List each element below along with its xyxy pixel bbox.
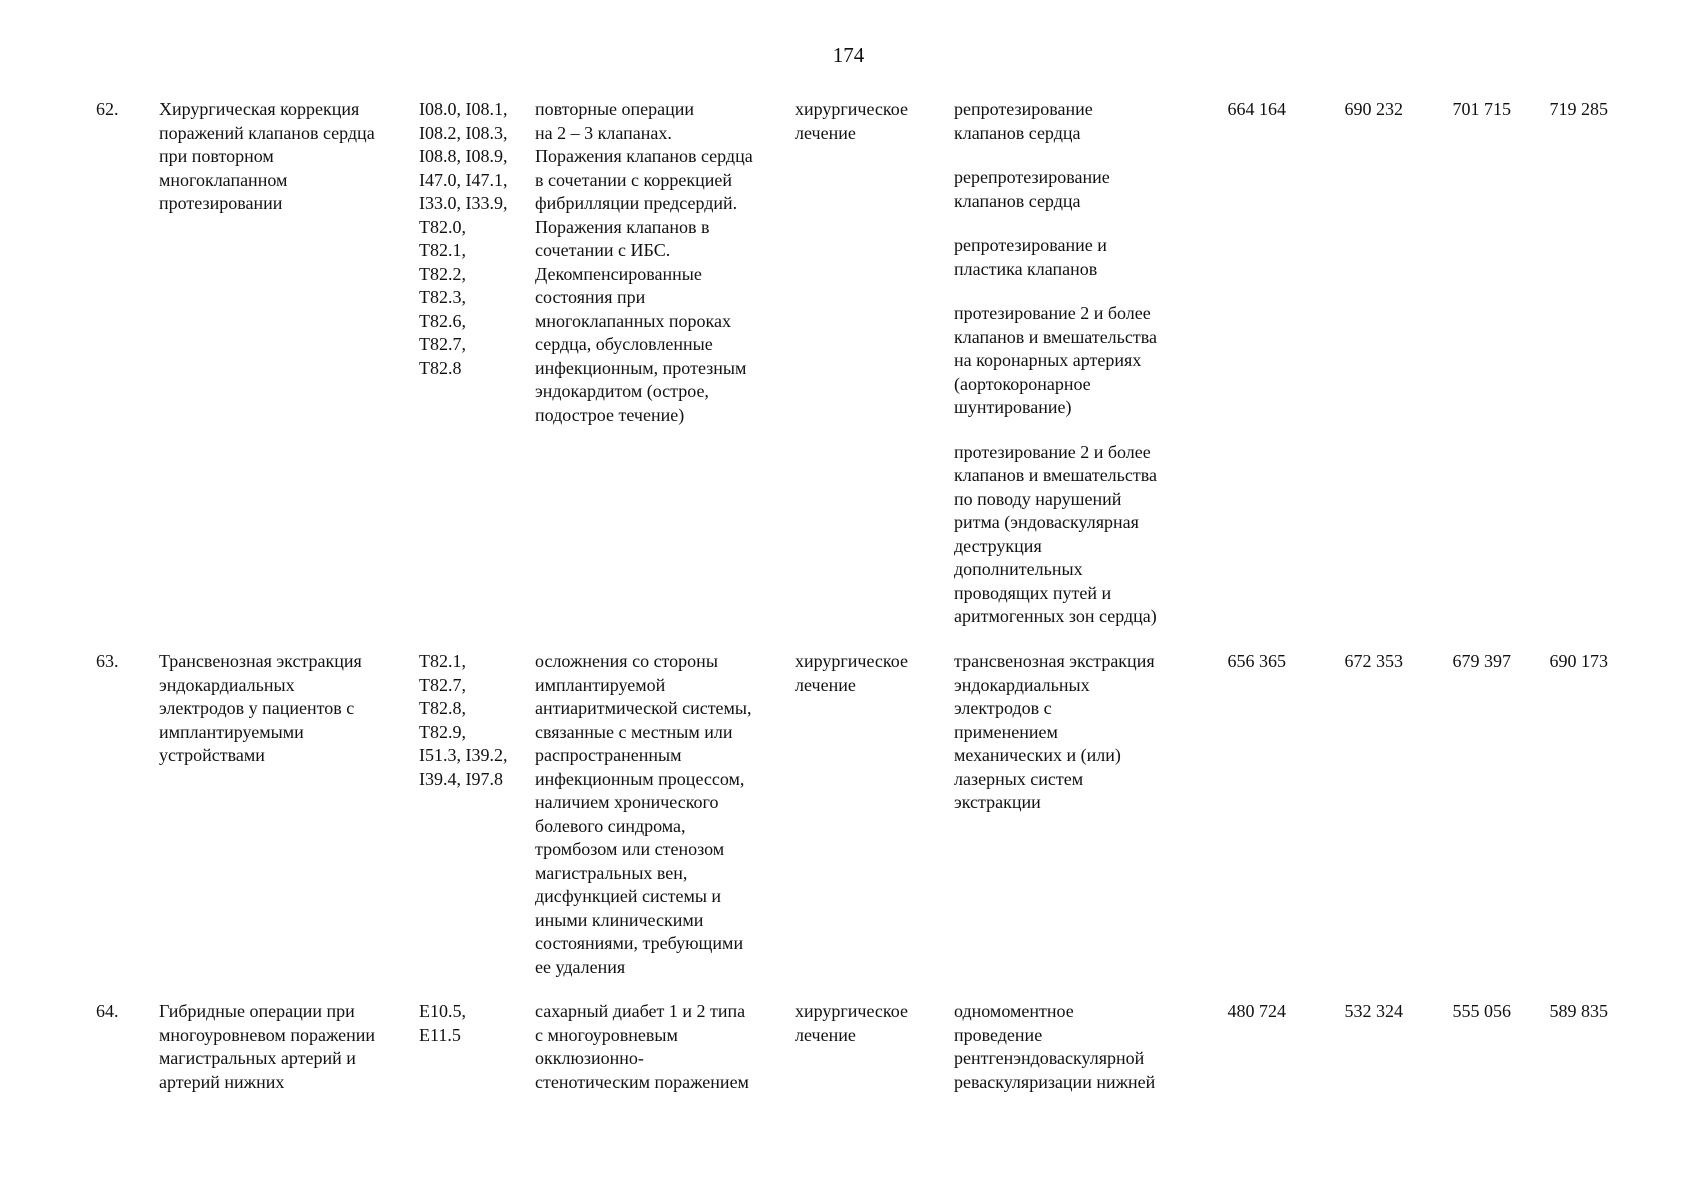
price-3: 701 715	[1452, 99, 1511, 119]
price-3: 555 056	[1452, 1001, 1511, 1021]
price-2: 690 232	[1344, 99, 1403, 119]
method-item: трансвенозная экстракция эндокардиальных электродов с применением механических и (или) лазерных систем экстракции	[954, 651, 1155, 812]
treatment-methods	[954, 1000, 1155, 1094]
service-name: Хирургическая коррекция поражений клапанов сердца при повторном многоклапанном протезировании	[159, 99, 375, 213]
row-number: 64.	[96, 1001, 119, 1021]
row-number: 62.	[96, 99, 119, 119]
method-item: протезирование 2 и более клапанов и вмешательства по поводу нарушений ритма (эндоваскулярная деструкция дополнительных проводящих путей и аритмогенных зон сердца)	[954, 441, 1157, 626]
row-number: 63.	[96, 651, 119, 671]
method-item: ререпротезирование клапанов сердца	[954, 167, 1110, 211]
price-3: 679 397	[1452, 651, 1511, 671]
method-item: репротезирование клапанов сердца	[954, 99, 1093, 143]
treatment-methods	[954, 98, 1157, 629]
price-2: 672 353	[1344, 651, 1403, 671]
icd-codes: E10.5, E11.5	[419, 1001, 466, 1045]
price-1: 664 164	[1227, 99, 1286, 119]
service-name: Трансвенозная экстракция эндокардиальных электродов у пациентов с имплантируемыми устройствами	[159, 651, 362, 765]
patient-model: осложнения со стороны имплантируемой антиаритмической системы, связанные с местным или распространенным инфекционным процессом, наличием хронического болевого синдрома, тромбозом или стенозом магистральных вен, дисфункцией системы и иными клиническими состояниями, требующими ее удаления	[535, 651, 752, 977]
price-1: 656 365	[1227, 651, 1286, 671]
price-1: 480 724	[1227, 1001, 1286, 1021]
price-4: 690 173	[1549, 651, 1608, 671]
treatment-type: хирургическое лечение	[795, 651, 908, 695]
patient-model: сахарный диабет 1 и 2 типа с многоуровневым окклюзионно- стенотическим поражением	[535, 1001, 749, 1092]
method-item: одномоментное проведение рентгенэндоваскулярной реваскуляризации нижней	[954, 1001, 1156, 1092]
icd-codes: T82.1, T82.7, T82.8, T82.9, I51.3, I39.2, I39.4, I97.8	[419, 651, 508, 789]
page-number: 174	[832, 43, 865, 67]
treatment-type: хирургическое лечение	[795, 99, 908, 143]
treatment-methods	[954, 650, 1155, 815]
price-4: 589 835	[1549, 1001, 1608, 1021]
service-name: Гибридные операции при многоуровневом поражении магистральных артерий и артерий нижних	[159, 1001, 376, 1092]
patient-model: повторные операции на 2 – 3 клапанах. Поражения клапанов сердца в сочетании с коррекцией фибрилляции предсердий. Поражения клапанов в сочетании с ИБС. Декомпенсированные состояния при многоклапанных пороках сердца, обусловленные инфекционным, протезным эндокардитом (острое, подострое течение)	[535, 99, 753, 425]
icd-codes: I08.0, I08.1, I08.2, I08.3, I08.8, I08.9, I47.0, I47.1, I33.0, I33.9, T82.0, T82.1, T82.2, T82.3, T82.6, T82.7, T82.8	[419, 99, 508, 378]
price-2: 532 324	[1344, 1001, 1403, 1021]
method-item: протезирование 2 и более клапанов и вмешательства на коронарных артериях (аортокоронарное шунтирование)	[954, 303, 1157, 417]
price-4: 719 285	[1549, 99, 1608, 119]
treatment-type: хирургическое лечение	[795, 1001, 908, 1045]
method-item: репротезирование и пластика клапанов	[954, 235, 1107, 279]
